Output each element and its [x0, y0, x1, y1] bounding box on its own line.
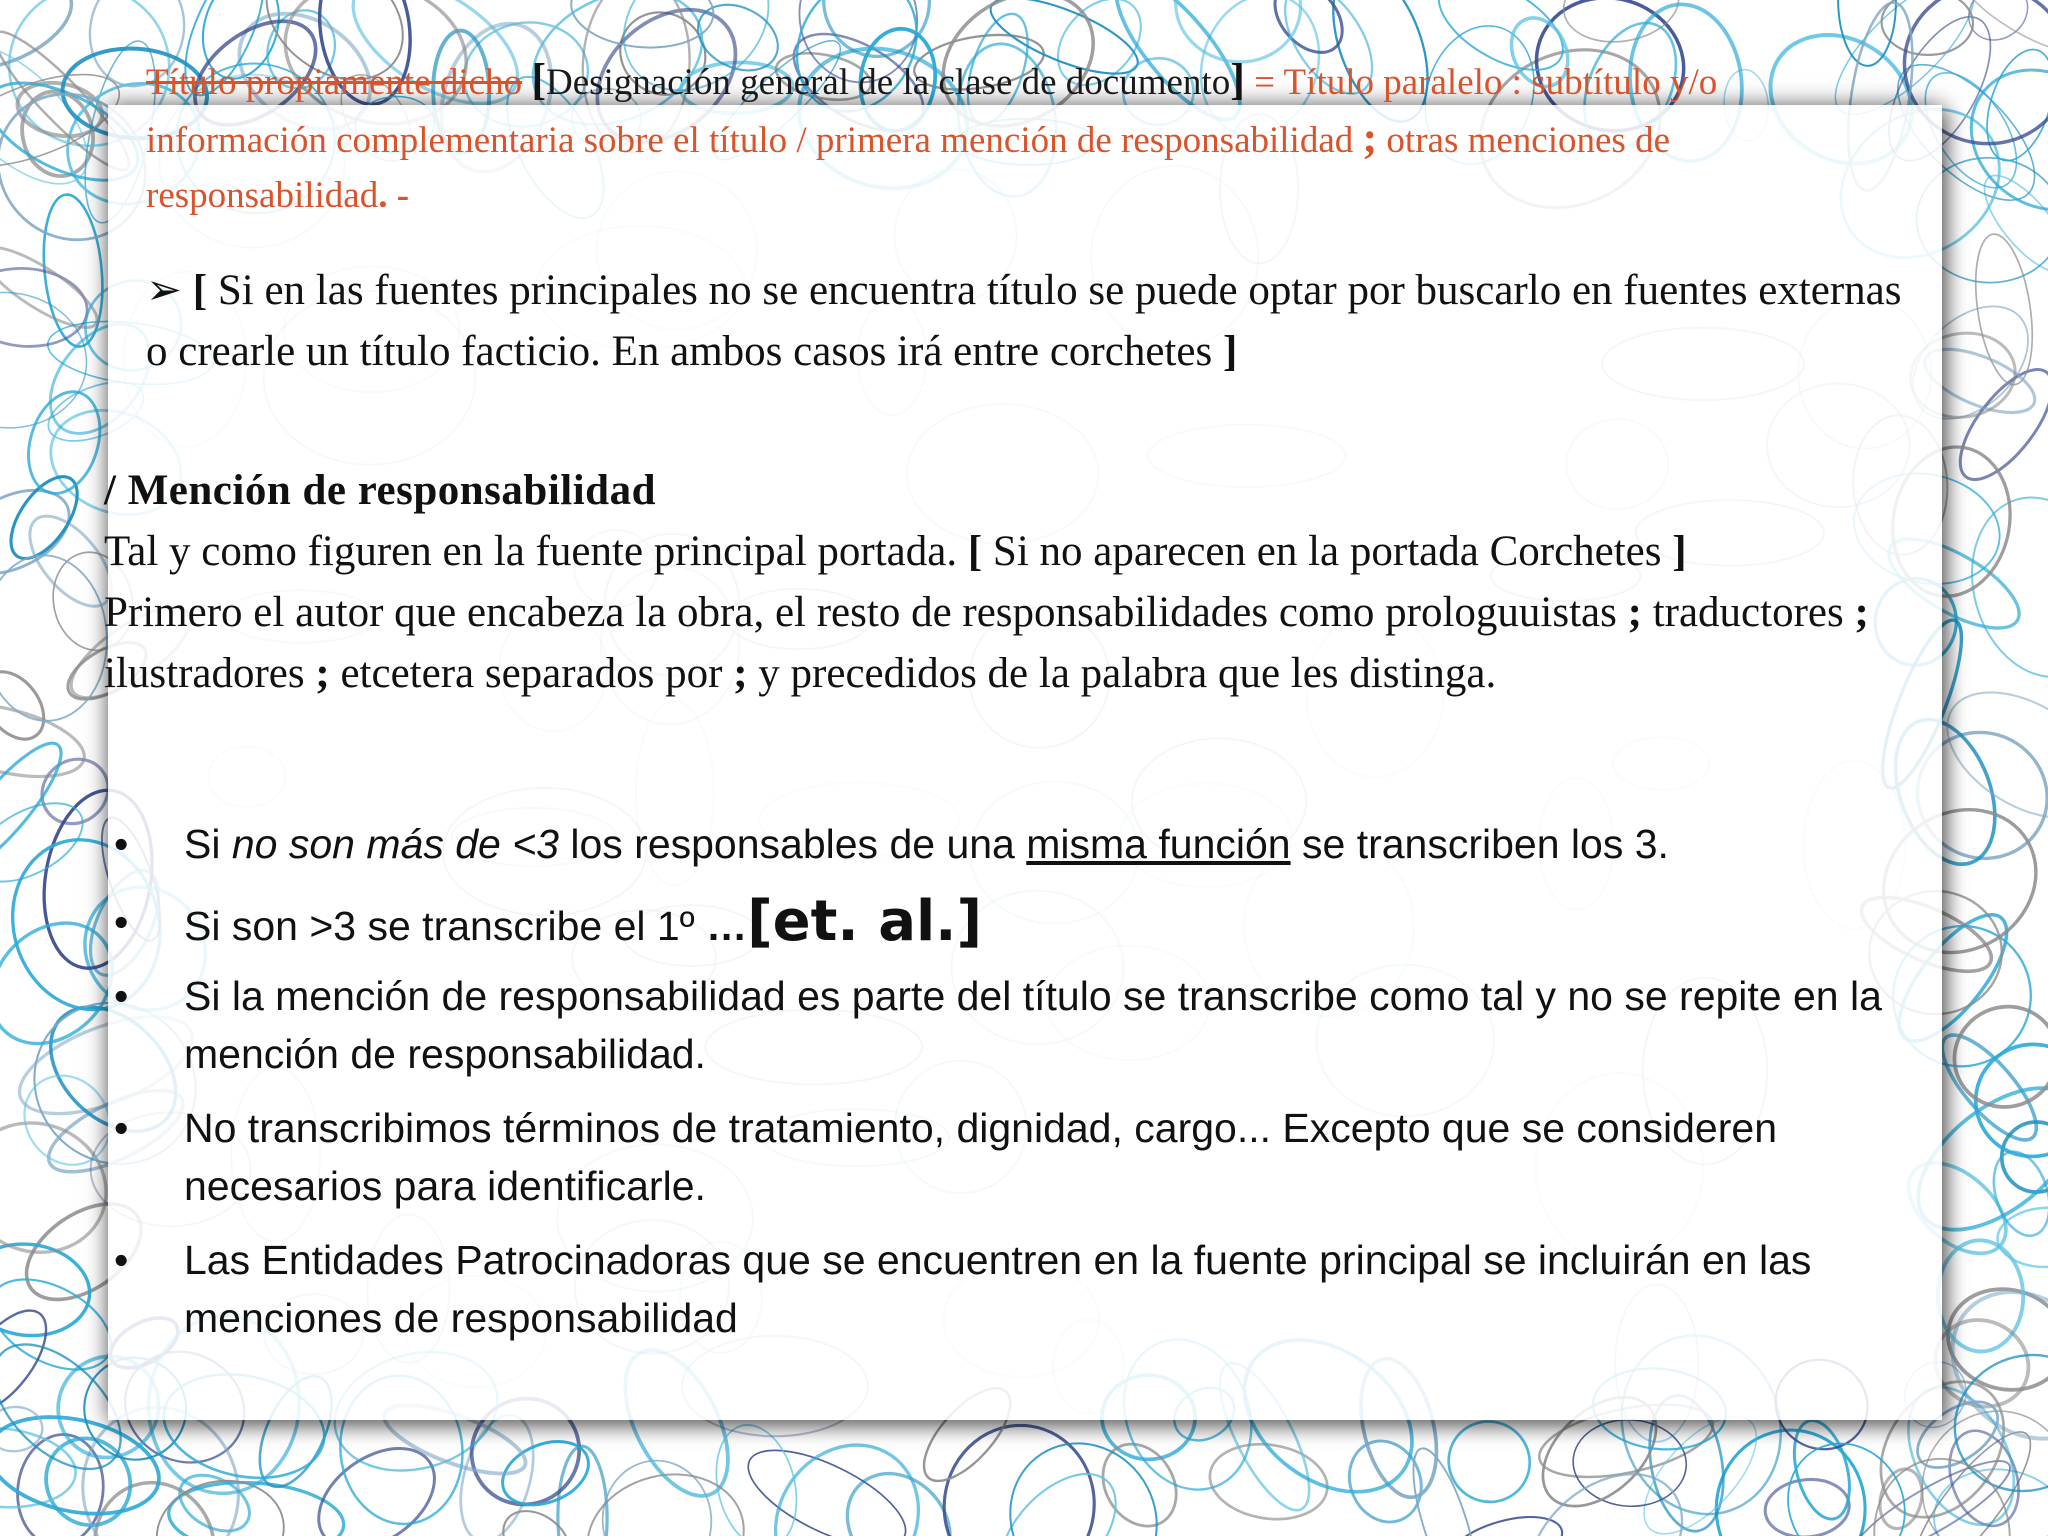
decorative-ring: [934, 1416, 1105, 1536]
area-ending: . -: [378, 175, 410, 216]
b1-underline: misma función: [1026, 821, 1291, 867]
decorative-ring: [1941, 0, 2048, 72]
note-bracket-open: [: [192, 267, 208, 314]
p1-bracket-close: ]: [1672, 528, 1687, 575]
decorative-ring: [1975, 41, 2048, 169]
decorative-ring: [1501, 1445, 1710, 1536]
decorative-ring: [1762, 1475, 1852, 1536]
list-item: [108, 889, 1948, 955]
p1-bracket-open: [: [967, 528, 983, 575]
b3-text: Si la mención de responsabilidad es parte del título se transcribe como tal y no se repite en la mención de responsabilidad.: [184, 973, 1882, 1077]
decorative-ring: [558, 1446, 608, 1536]
decorative-ring: [0, 234, 107, 340]
p2-semi: ;: [315, 650, 330, 697]
b1-italic: no son más de <3: [231, 821, 559, 867]
titulo-propiamente-dicho: Título propiamente dicho: [146, 62, 523, 103]
decorative-ring: [1952, 481, 2048, 694]
decorative-ring: [1938, 1421, 2031, 1535]
bullet-dot-icon: •: [114, 899, 129, 945]
b2-dots: …: [706, 903, 748, 949]
p2-c: ilustradores: [104, 650, 305, 697]
decorative-ring: [981, 1415, 1185, 1536]
paragraph-orden-autores: [104, 582, 1954, 704]
note-text: Si en las fuentes principales no se encuentra título se puede optar por buscarlo en fuentes externas o crearle un título facticio. En ambos casos irá entre corchetes: [146, 267, 1902, 375]
decorative-ring: [0, 730, 76, 885]
bracket-open: [: [531, 55, 546, 104]
note-bracket-close: ]: [1222, 328, 1238, 375]
semicolon-separator: ;: [1362, 113, 1378, 162]
decorative-ring: [1571, 1417, 1689, 1510]
decorative-ring: [735, 1431, 919, 1536]
p1-text: Tal y como figuren en la fuente principal portada.: [104, 528, 958, 575]
arrow-bullet-icon: ➢: [146, 267, 183, 314]
decorative-ring: [0, 691, 91, 791]
otras-menciones: otras menciones de responsabilidad: [146, 120, 1670, 216]
decorative-ring: [0, 286, 92, 435]
p2-d: etcetera separados por: [340, 650, 723, 697]
rules-bullet-list: [108, 815, 1948, 1347]
decorative-ring: [1088, 1431, 1191, 1536]
decorative-ring: [0, 660, 56, 750]
b2-et-al: [et. al.]: [747, 889, 983, 954]
b1-end: se transcriben los 3.: [1302, 821, 1669, 867]
mencion-responsabilidad-section: [104, 460, 1954, 704]
decorative-ring: [1936, 1239, 2024, 1352]
b2-text: Si son >3 se transcribe el 1º: [184, 903, 695, 949]
isbd-title-area-line: [146, 52, 1906, 223]
decorative-ring: [1944, 355, 2048, 494]
p2-b: traductores: [1652, 589, 1844, 636]
bullet-dot-icon: •: [114, 973, 129, 1019]
decorative-ring: [826, 1453, 971, 1536]
p2-semi: ;: [733, 650, 748, 697]
titulo-paralelo: = Título paralelo :: [1254, 62, 1522, 103]
decorative-ring: [1971, 163, 2048, 284]
p2-semi: ;: [1627, 589, 1642, 636]
b1-mid: los responsables de una: [570, 821, 1015, 867]
p2-e: y precedidos de la palabra que les distinga.: [758, 650, 1497, 697]
list-item: [108, 1099, 1948, 1215]
p2-semi: ;: [1854, 589, 1869, 636]
list-item: [108, 815, 1948, 873]
subtitulo-mencion: subtítulo y/o información complementaria sobre el título / primera mención de responsabilidad: [146, 62, 1718, 161]
bullet-dot-icon: •: [114, 1237, 129, 1283]
b5-text: Las Entidades Patrocinadoras que se encuentren en la fuente principal se incluirán en las menciones de responsabilidad: [184, 1237, 1812, 1341]
decorative-ring: [170, 1464, 259, 1536]
bullet-dot-icon: •: [114, 1105, 129, 1151]
bullet-dot-icon: •: [114, 821, 129, 867]
decorative-ring: [1401, 1442, 1490, 1536]
decorative-ring: [0, 1104, 124, 1272]
decorative-ring: [1442, 1506, 1568, 1536]
decorative-ring: [0, 787, 95, 898]
section-heading: / Mención de responsabilidad: [104, 467, 657, 514]
b4-text: No transcribimos términos de tratamiento, dignidad, cargo... Excepto que se consideren necesarios para identificarle.: [184, 1105, 1777, 1209]
note-titulo-facticio: [146, 260, 1916, 382]
p2-a: Primero el autor que encabeza la obra, el resto de responsabilidades como prologuuistas: [104, 589, 1617, 636]
p1-text2: Si no aparecen en la portada Corchetes: [982, 528, 1673, 575]
decorative-ring: [1433, 1406, 1545, 1518]
bracket-close: ]: [1230, 55, 1245, 104]
designacion-general: Designación general de la clase de documento: [545, 62, 1231, 103]
list-item: [108, 967, 1948, 1083]
list-item: [108, 1231, 1948, 1347]
b1-si: Si: [184, 821, 221, 867]
decorative-ring: [978, 1453, 1137, 1536]
paragraph-portada: [104, 521, 1954, 582]
decorative-ring: [1958, 0, 2039, 52]
